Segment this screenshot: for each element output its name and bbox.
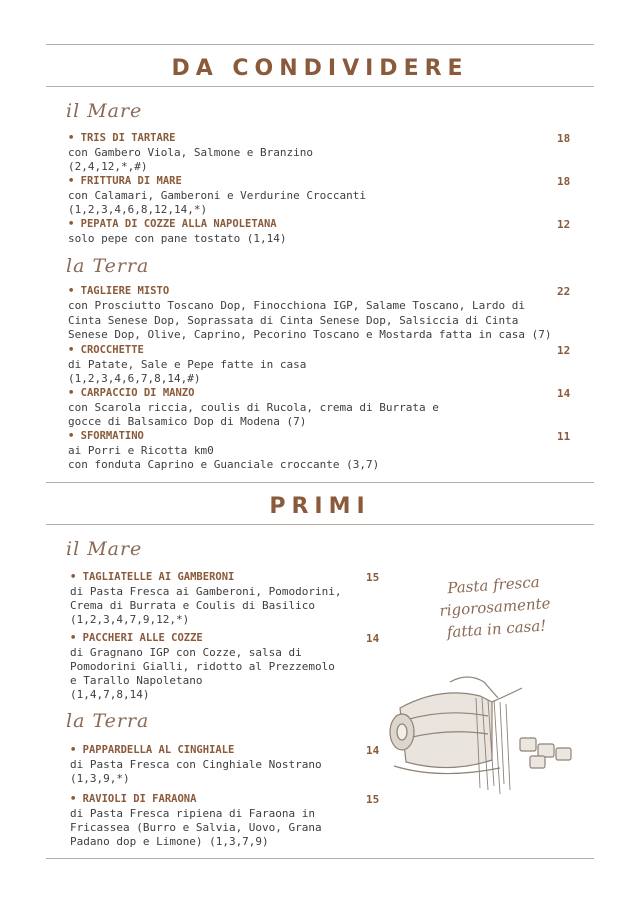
dish-price: 11	[557, 430, 571, 443]
group-label-terra: la Terra	[66, 255, 150, 277]
dish-name: • TRIS DI TARTARE	[68, 132, 176, 144]
dish-name: • PEPATA DI COZZE ALLA NAPOLETANA	[68, 218, 277, 230]
dish-description-line: solo pepe con pane tostato (1,14)	[68, 232, 287, 245]
dish-price: 22	[557, 285, 571, 298]
dish-name: • PACCHERI ALLE COZZE	[70, 632, 203, 644]
dish-description-line: ai Porri e Ricotta km0	[68, 444, 214, 457]
section-title-condividere: DA CONDIVIDERE	[171, 56, 469, 81]
rule-under-condividere	[46, 86, 594, 87]
dish-description-line: di Patate, Sale e Pepe fatte in casa	[68, 358, 307, 371]
dish-name: • CARPACCIO DI MANZO	[68, 387, 195, 399]
group-label-mare: il Mare	[66, 100, 143, 122]
dish-description-line: Padano dop e Limone) (1,3,7,9)	[70, 835, 269, 848]
group-label-mare: il Mare	[66, 538, 143, 560]
rule-under-primi	[46, 524, 594, 525]
dish-price: 12	[557, 344, 571, 357]
note-line: rigorosamente	[438, 594, 552, 620]
dish-price: 14	[366, 744, 380, 757]
dish-name: • TAGLIATELLE AI GAMBERONI	[70, 571, 235, 583]
group-label-terra: la Terra	[66, 710, 150, 732]
dish-price: 14	[366, 632, 380, 645]
dish-name: • FRITTURA DI MARE	[68, 175, 182, 187]
dish-name: • SFORMATINO	[68, 430, 144, 442]
dish-description-line: Senese Dop, Olive, Caprino, Pecorino Toscano e Mostarda fatta in casa (7)	[68, 328, 552, 341]
dish-description-line: e Tarallo Napoletano	[70, 674, 203, 687]
dish-description-line: di Pasta Fresca ripiena di Faraona in	[70, 807, 316, 820]
dish-allergens: (2,4,12,*,#)	[68, 160, 148, 173]
dish-description-line: Fricassea (Burro e Salvia, Uovo, Grana	[70, 821, 322, 834]
pasta-machine-illustration	[380, 668, 580, 808]
dish-description-line: gocce di Balsamico Dop di Modena (7)	[68, 415, 307, 428]
dish-description-line: Cinta Senese Dop, Soprassata di Cinta Senese Dop, Salsiccia di Cinta	[68, 314, 519, 327]
dish-allergens: (1,2,3,4,6,7,8,14,#)	[68, 372, 201, 385]
dish-price: 15	[366, 571, 380, 584]
dish-description-line: con Scarola riccia, coulis di Rucola, crema di Burrata e	[68, 401, 439, 414]
dish-name: • RAVIOLI DI FARAONA	[70, 793, 197, 805]
dish-allergens: (1,2,3,4,6,8,12,14,*)	[68, 203, 208, 216]
pasta-fresca-note	[418, 569, 572, 645]
dish-name: • CROCCHETTE	[68, 344, 144, 356]
section-title-primi: PRIMI	[269, 494, 371, 519]
dish-allergens: (1,2,3,4,7,9,12,*)	[70, 613, 190, 626]
dish-price: 18	[557, 175, 571, 188]
dish-description-line: di Pasta Fresca ai Gamberoni, Pomodorini,	[70, 585, 342, 598]
note-line: Pasta fresca	[446, 572, 541, 598]
dish-allergens: (1,4,7,8,14)	[70, 688, 150, 701]
dish-price: 18	[557, 132, 571, 145]
dish-price: 12	[557, 218, 571, 231]
top-rule	[46, 44, 594, 45]
dish-description-line: di Gragnano IGP con Cozze, salsa di	[70, 646, 302, 659]
dish-name: • PAPPARDELLA AL CINGHIALE	[70, 744, 235, 756]
dish-price: 14	[557, 387, 571, 400]
rule-above-primi	[46, 482, 594, 483]
dish-allergens: (1,3,9,*)	[70, 772, 130, 785]
dish-name: • TAGLIERE MISTO	[68, 285, 170, 297]
dish-price: 15	[366, 793, 380, 806]
dish-description-line: Crema di Burrata e Coulis di Basilico	[70, 599, 316, 612]
dish-description-line: di Pasta Fresca con Cinghiale Nostrano	[70, 758, 322, 771]
dish-description-line: con Calamari, Gamberoni e Verdurine Croccanti	[68, 189, 367, 202]
dish-description-line: con Prosciutto Toscano Dop, Finocchiona IGP, Salame Toscano, Lardo di	[68, 299, 525, 312]
bottom-rule	[46, 858, 594, 859]
dish-description-line: con Gambero Viola, Salmone e Branzino	[68, 146, 314, 159]
dish-description-line: con fonduta Caprino e Guanciale croccante (3,7)	[68, 458, 380, 471]
dish-description-line: Pomodorini Gialli, ridotto al Prezzemolo	[70, 660, 335, 673]
note-line: fatta in casa!	[446, 616, 547, 642]
